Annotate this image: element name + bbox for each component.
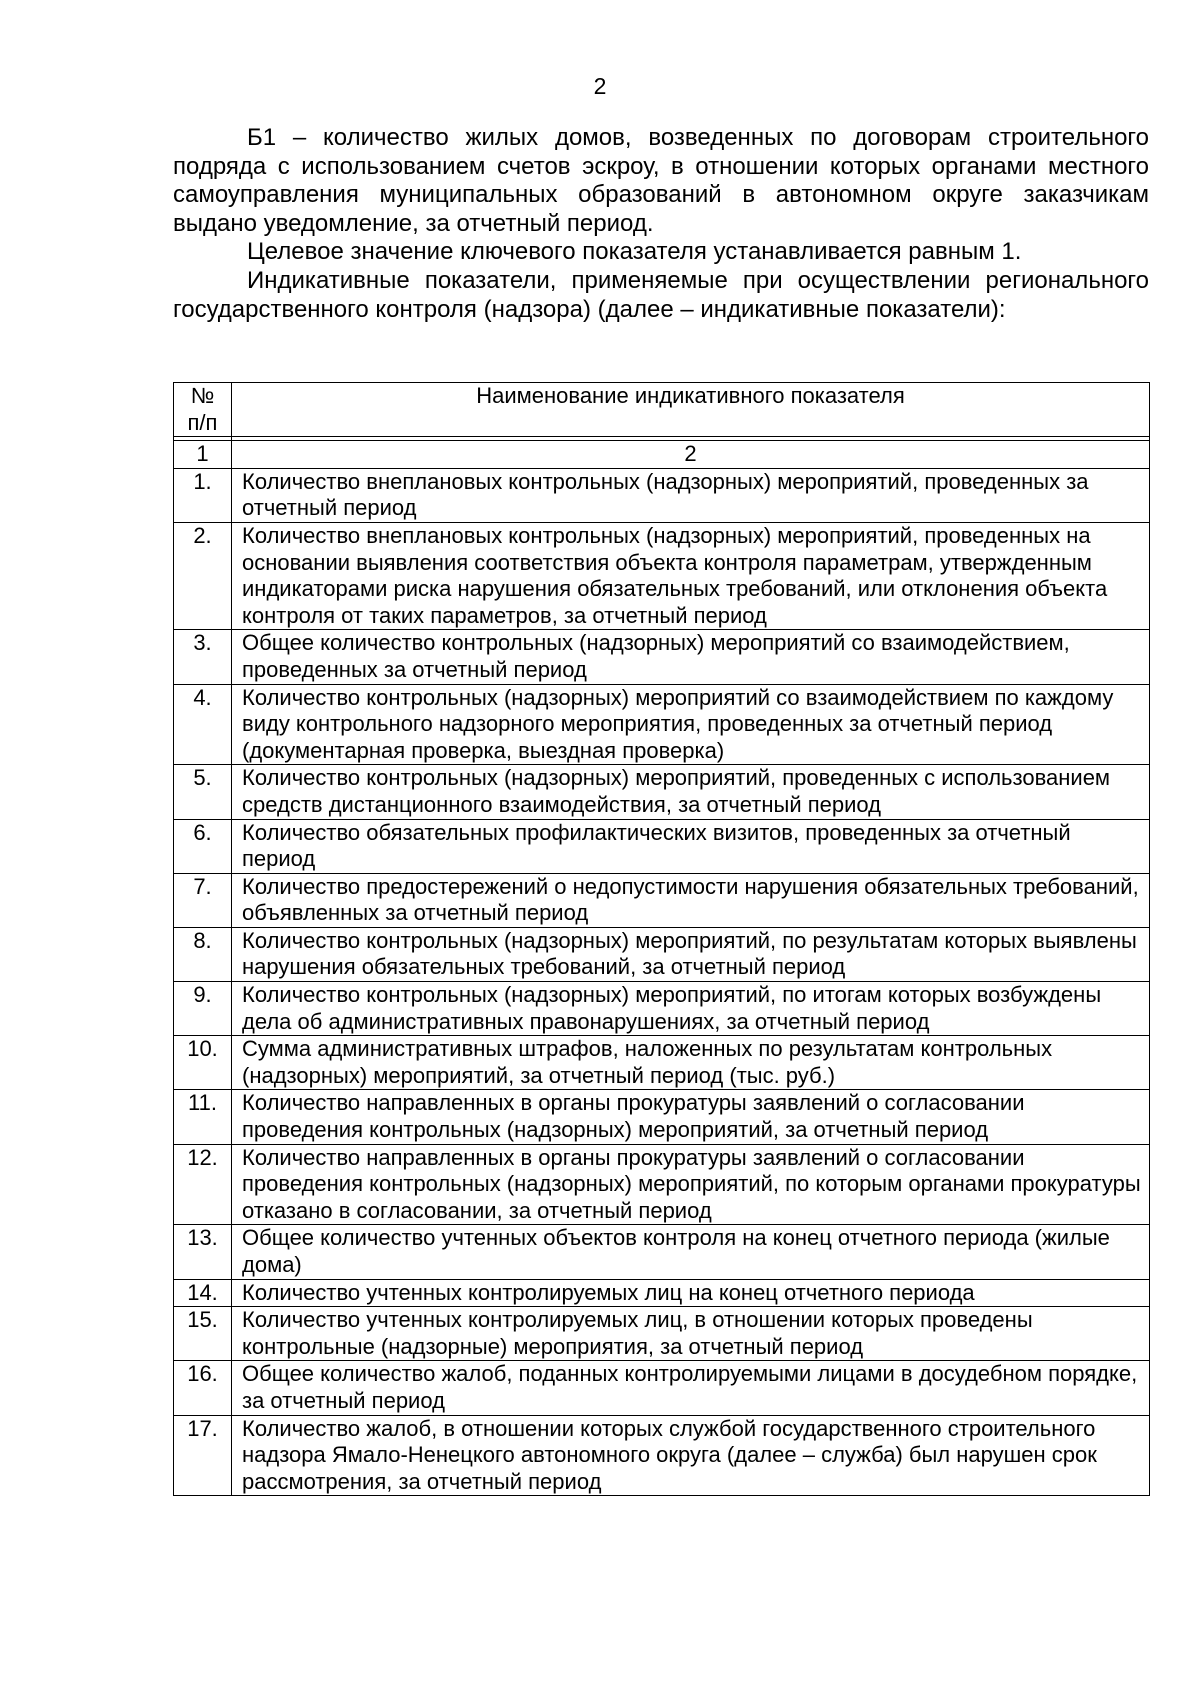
paragraph-indicators-intro: Индикативные показатели, применяемые при осуществлении регионального государственного контроля (надзора) (далее – индикативные показатели):: [173, 266, 1149, 323]
table-row: [174, 1144, 1150, 1225]
table-row: [174, 1036, 1150, 1090]
row-number-cell: 11.: [174, 1090, 232, 1144]
table-row: [174, 1225, 1150, 1279]
table-row: [174, 982, 1150, 1036]
row-name-cell: Общее количество учтенных объектов контроля на конец отчетного периода (жилые дома): [232, 1225, 1150, 1279]
table-row: [174, 1361, 1150, 1415]
row-name-cell: Количество направленных в органы прокуратуры заявлений о согласовании проведения контрольных (надзорных) мероприятий, за отчетный период: [232, 1090, 1150, 1144]
indicators-table-body: [174, 383, 1150, 1496]
row-number-cell: 17.: [174, 1415, 232, 1496]
row-name-cell: Количество контрольных (надзорных) мероприятий, проведенных с использованием средств дистанционного взаимодействия, за отчетный период: [232, 765, 1150, 819]
row-number-cell: 2.: [174, 522, 232, 629]
row-number-cell: 16.: [174, 1361, 232, 1415]
table-row: [174, 927, 1150, 981]
row-name-cell: Количество внеплановых контрольных (надзорных) мероприятий, проведенных на основании выявления соответствия объекта контроля параметрам, утвержденным индикаторами риска нарушения обязательных требований, или отклонения объекта контроля от таких параметров, за отчетный период: [232, 522, 1150, 629]
column-numbers-row: [174, 441, 1150, 469]
row-number-cell: 3.: [174, 630, 232, 684]
row-number-cell: 4.: [174, 684, 232, 765]
row-name-cell: Сумма административных штрафов, наложенных по результатам контрольных (надзорных) мероприятий, за отчетный период (тыс. руб.): [232, 1036, 1150, 1090]
table-row: [174, 1279, 1150, 1307]
row-name-cell: Количество внеплановых контрольных (надзорных) мероприятий, проведенных за отчетный период: [232, 468, 1150, 522]
table-row: [174, 1415, 1150, 1496]
table-row: [174, 1090, 1150, 1144]
row-number-cell: 6.: [174, 819, 232, 873]
table-row: [174, 684, 1150, 765]
row-name-cell: Количество учтенных контролируемых лиц, в отношении которых проведены контрольные (надзорные) мероприятия, за отчетный период: [232, 1307, 1150, 1361]
row-number-cell: 1.: [174, 468, 232, 522]
table-row: [174, 873, 1150, 927]
row-name-cell: Общее количество жалоб, поданных контролируемыми лицами в досудебном порядке, за отчетный период: [232, 1361, 1150, 1415]
row-number-cell: 12.: [174, 1144, 232, 1225]
paragraph-b1-definition: Б1 – количество жилых домов, возведенных по договорам строительного подряда с использованием счетов эскроу, в отношении которых органами местного самоуправления муниципальных образований в автономном округе заказчикам выдано уведомление, за отчетный период.: [173, 124, 1149, 237]
indicators-table: [173, 382, 1150, 1496]
column-number-2: 2: [232, 441, 1150, 469]
header-name-cell: Наименование индикативного показателя: [232, 383, 1150, 437]
table-row: [174, 819, 1150, 873]
row-number-cell: 8.: [174, 927, 232, 981]
row-number-cell: 10.: [174, 1036, 232, 1090]
table-header-row: [174, 383, 1150, 437]
row-name-cell: Количество учтенных контролируемых лиц на конец отчетного периода: [232, 1279, 1150, 1307]
table-row: [174, 522, 1150, 629]
header-num-cell: № п/п: [174, 383, 232, 437]
column-number-1: 1: [174, 441, 232, 469]
row-name-cell: Количество предостережений о недопустимости нарушения обязательных требований, объявленных за отчетный период: [232, 873, 1150, 927]
row-number-cell: 9.: [174, 982, 232, 1036]
table-row: [174, 630, 1150, 684]
row-name-cell: Количество направленных в органы прокуратуры заявлений о согласовании проведения контрольных (надзорных) мероприятий, по которым органами прокуратуры отказано в согласовании, за отчетный период: [232, 1144, 1150, 1225]
row-number-cell: 7.: [174, 873, 232, 927]
row-number-cell: 15.: [174, 1307, 232, 1361]
row-number-cell: 5.: [174, 765, 232, 819]
row-name-cell: Количество контрольных (надзорных) мероприятий со взаимодействием по каждому виду контрольного надзорного мероприятия, проведенных за отчетный период (документарная проверка, выездная проверка): [232, 684, 1150, 765]
row-name-cell: Общее количество контрольных (надзорных) мероприятий со взаимодействием, проведенных за отчетный период: [232, 630, 1150, 684]
table-row: [174, 765, 1150, 819]
table-row: [174, 468, 1150, 522]
row-number-cell: 14.: [174, 1279, 232, 1307]
row-name-cell: Количество жалоб, в отношении которых службой государственного строительного надзора Ямало-Ненецкого автономного округа (далее – служба) был нарушен срок рассмотрения, за отчетный период: [232, 1415, 1150, 1496]
row-name-cell: Количество контрольных (надзорных) мероприятий, по итогам которых возбуждены дела об административных правонарушениях, за отчетный период: [232, 982, 1150, 1036]
table-row: [174, 1307, 1150, 1361]
body-text: [173, 124, 1149, 324]
row-name-cell: Количество обязательных профилактических визитов, проведенных за отчетный период: [232, 819, 1150, 873]
row-name-cell: Количество контрольных (надзорных) мероприятий, по результатам которых выявлены нарушения обязательных требований, за отчетный период: [232, 927, 1150, 981]
row-number-cell: 13.: [174, 1225, 232, 1279]
paragraph-target-value: Целевое значение ключевого показателя устанавливается равным 1.: [247, 238, 1022, 266]
page-number: 2: [593, 73, 607, 99]
